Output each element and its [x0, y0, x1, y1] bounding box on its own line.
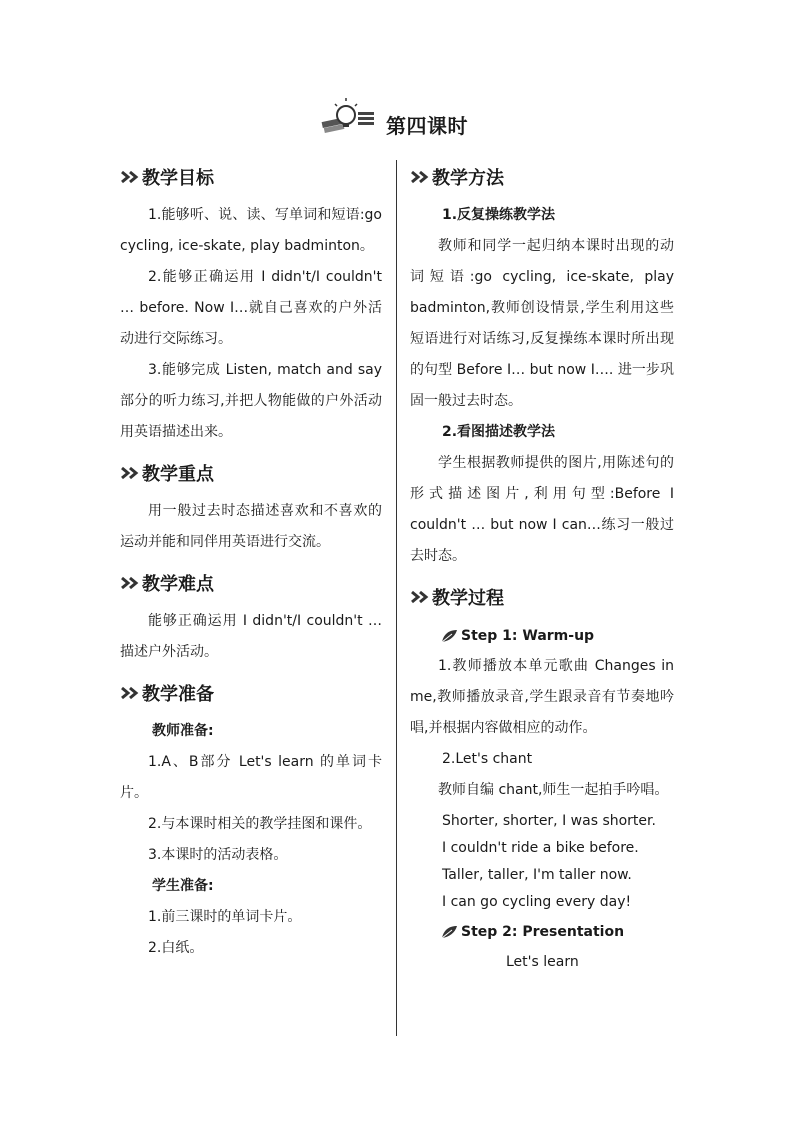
student-prep-item: 2.白纸。: [148, 940, 204, 956]
key-points-text: 用一般过去时态描述喜欢和不喜欢的运动并能和同伴用英语进行交流。: [120, 503, 382, 550]
method-title: 2.看图描述教学法: [442, 424, 556, 440]
student-prep-label: 学生准备:: [152, 878, 214, 894]
section-preparation: [120, 676, 382, 710]
method-text: 学生根据教师提供的图片,用陈述句的形式描述图片,利用句型:Before I couldn't … but now I can…练习一般过去时态。: [410, 455, 674, 564]
step-text: 教师自编 chant,师生一起拍手吟唱。: [438, 782, 669, 798]
leaf-icon: [440, 925, 458, 939]
step-label: Step 2: Presentation: [461, 923, 625, 940]
teacher-prep-item: 1.A、B部分 Let's learn 的单词卡片。: [120, 754, 382, 801]
section-objectives: [120, 160, 382, 194]
chant-line: Shorter, shorter, I was shorter.: [442, 813, 656, 829]
double-chevron-icon: [120, 170, 140, 184]
step-text: Let's learn: [506, 954, 579, 970]
left-column: [120, 160, 382, 964]
chant-line: I couldn't ride a bike before.: [442, 840, 639, 856]
chant-line: Taller, taller, I'm taller now.: [442, 867, 632, 883]
double-chevron-icon: [410, 590, 430, 604]
leaf-icon: [440, 629, 458, 643]
step-heading: [410, 620, 674, 651]
section-methods: [410, 160, 674, 194]
teacher-prep-item: 2.与本课时相关的教学挂图和课件。: [148, 816, 372, 832]
title-row: [0, 98, 794, 138]
step-text: 1.教师播放本单元歌曲 Changes in me,教师播放录音,学生跟录音有节奏地吟唱,并根据内容做相应的动作。: [410, 658, 674, 736]
step-label: Step 1: Warm-up: [461, 627, 595, 644]
double-chevron-icon: [410, 170, 430, 184]
page-title: 第四课时: [386, 114, 468, 138]
section-difficulties: [120, 566, 382, 600]
section-heading: 教学准备: [142, 684, 214, 705]
right-column: [410, 160, 674, 978]
chant-line: I can go cycling every day!: [442, 894, 632, 910]
objective-item: 2.能够正确运用 I didn't/I couldn't … before. Now I…就自己喜欢的户外活动进行交际练习。: [120, 269, 382, 347]
objective-item: 1.能够听、说、读、写单词和短语:go cycling, ice-skate, play badminton。: [120, 207, 382, 254]
step-heading: [410, 916, 674, 947]
student-prep-item: 1.前三课时的单词卡片。: [148, 909, 302, 925]
column-divider: [396, 160, 397, 1036]
teacher-prep-item: 3.本课时的活动表格。: [148, 847, 288, 863]
step-text: 2.Let's chant: [442, 751, 533, 767]
double-chevron-icon: [120, 686, 140, 700]
section-key-points: [120, 456, 382, 490]
section-heading: 教学难点: [142, 574, 214, 595]
section-heading: 教学过程: [432, 588, 504, 609]
lightbulb-book-icon: [320, 98, 376, 134]
double-chevron-icon: [120, 576, 140, 590]
objective-item: 3.能够完成 Listen, match and say 部分的听力练习,并把人物能做的户外活动用英语描述出来。: [120, 362, 382, 440]
section-process: [410, 580, 674, 614]
teacher-prep-label: 教师准备:: [152, 723, 214, 739]
double-chevron-icon: [120, 466, 140, 480]
method-title: 1.反复操练教学法: [442, 207, 556, 223]
section-heading: 教学重点: [142, 464, 214, 485]
section-heading: 教学目标: [142, 168, 214, 189]
chant-lyrics: [410, 808, 674, 916]
method-text: 教师和同学一起归纳本课时出现的动词短语:go cycling, ice-skate, play badminton,教师创设情景,学生利用这些短语进行对话练习,反复操练本课时所出现的句型 Before I… but now I…. 进一步巩固一般过去时态。: [410, 238, 674, 409]
section-heading: 教学方法: [432, 168, 504, 189]
difficulties-text: 能够正确运用 I didn't/I couldn't …描述户外活动。: [120, 613, 382, 660]
